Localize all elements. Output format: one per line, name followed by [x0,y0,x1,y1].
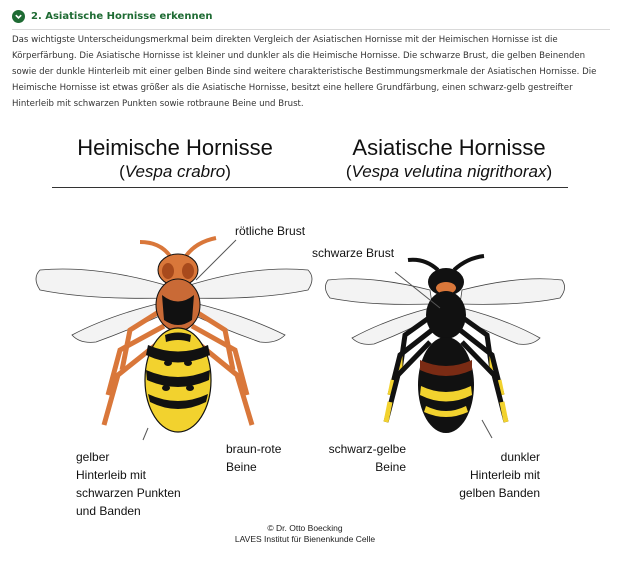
asian-hornet-heading [318,135,580,183]
asian-hornet-drawing [325,256,564,433]
heading-divider [52,187,568,188]
intro-paragraph: Das wichtigste Unterscheidungsmerkmal beim direkten Vergleich der Asiatischen Hornisse mit der Heimischen Hornisse ist die Körperfärbung. Die Asiatische Hornisse ist kleiner und dunkler als die Heimische Hornisse. Die schwarze Brust, die gelben Beinenden sowie der dunkle Hinterleib mit einer gelben Binde sind weitere charakteristische Bestimmungsmerkmale der Asiatischen Hornisse. Die Heimische Hornisse ist etwas größer als die Asiatische Hornisse, besitzt eine hellere Grundfärbung, einen schwarz-gelb gestreifter Hinterleib mit schwarzen Punkten sowie rotbraune Beine und Brust. [12,35,597,109]
european-hornet-title: Heimische Hornisse [77,135,273,160]
label-yellow-abdomen: gelber Hinterleib mit schwarzen Punkten und Banden [76,450,181,518]
european-hornet-heading [60,135,290,183]
hornet-comparison-figure [0,130,620,569]
section-title: 2. Asiatische Hornisse erkennen [31,10,213,22]
label-dark-abdomen: dunkler Hinterleib mit gelben Banden [459,450,540,500]
label-black-thorax: schwarze Brust [312,246,395,260]
asian-hornet-scientific-name: (Vespa velutina nigrithorax) [345,162,553,181]
asian-hornet-title: Asiatische Hornisse [352,135,546,160]
label-reddish-thorax: rötliche Brust [235,224,306,238]
label-black-yellow-legs: schwarz-gelbe Beine [328,442,406,474]
chevron-down-icon[interactable] [12,10,25,23]
european-hornet-drawing [36,238,312,432]
section-header[interactable] [12,7,610,30]
european-hornet-scientific-name: (Vespa crabro) [119,162,231,181]
label-brown-red-legs: braun-rote Beine [226,442,282,474]
image-credit: © Dr. Otto Boecking LAVES Institut für Bienenkunde Celle [234,523,376,544]
